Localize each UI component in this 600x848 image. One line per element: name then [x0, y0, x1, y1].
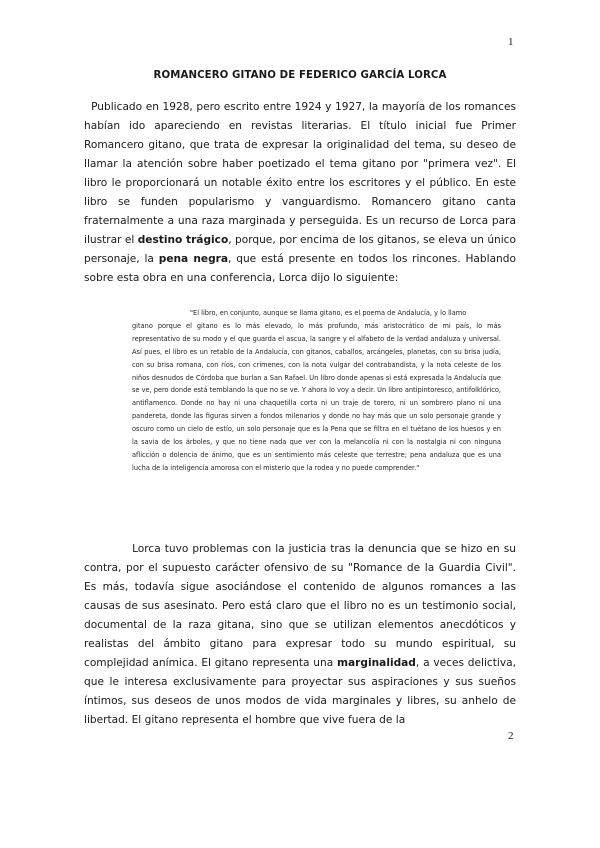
quote-first-line: "El libro, en conjunto, aunque se llama gitano, es el poema de Andalucía, y lo llamo	[190, 309, 467, 317]
bold-marginalidad: marginalidad	[337, 657, 416, 669]
document-title: ROMANCERO GITANO DE FEDERICO GARCÍA LORCA	[153, 70, 447, 81]
paragraph-1-text-2: , porque, por encima de los gitanos, se eleva un único personaje, la	[84, 234, 516, 265]
bold-destino-tragico: destino trágico	[137, 234, 229, 246]
quote-body: gitano porque el gitano es lo más elevado, lo más profundo, más aristocrático de mi país, lo más representativo de su modo y el que guarda el ascua, la sangre y el alfabeto de la verdad andaluza y universal. Así pues, el libro es un retablo de la Andalucía, con gitanos, caballos, arcángeles, planetas, con su brisa judía, con su brisa romana, con ríos, con crímenes, con la nota vulgar del contrabandista, y la nota celeste de los niños desnudos de Córdoba que burlan a San Rafael. Un libro donde apenas si está expresada la Andalucía que se ve, pero donde está temblando la que no se ve. Y ahora lo voy a decir. Un libro antipintoresco, antifolklórico, antiflamenco. Donde no hay ni una chaquetilla corta ni un traje de torero, ni un sombrero plano ni una pandereta, donde las figuras sirven a fondos milenarios y donde no hay más que un solo personaje grande y oscuro como un cielo de estío, un solo personaje que es la Pena que se filtra en el tuétano de los huesos y en la savia de los árboles, y que no tiene nada que ver con la melancolía ni con la nostalgia ni con ninguna aflicción o dolencia de ánimo, que es un sentimiento más celeste que terrestre; pena andaluza que es una lucha de la inteligencia amorosa con el misterio que la rodea y no puede comprender."	[132, 321, 501, 472]
page-number-top: 1	[508, 36, 514, 48]
lorca-quote	[132, 307, 501, 475]
paragraph-2-text-1: Lorca tuvo problemas con la justicia tras la denuncia que se hizo en su contra, por el supuesto carácter ofensivo de su "Romance de la Guardia Civil". Es más, todavía sigue asociándose el contenido de algunos romances a las causas de sus asesinato. Pero está claro que el libro no es un testimonio social, documental de la raza gitana, sino que se utilizan elementos anecdóticos y realistas del ámbito gitano para expresar todo su mundo espiritual, su complejidad anímica. El gitano representa una	[84, 543, 516, 669]
paragraph-1-text-3: , que está presente en todos los rincones. Hablando sobre esta obra en una conferencia, Lorca dijo lo siguiente:	[84, 253, 516, 284]
paragraph-2-text-2: , a veces delictiva, que le interesa exclusivamente para proyectar sus aspiraciones y sus sueños íntimos, sus deseos de unos modos de vida marginales y libres, su anhelo de libertad. El gitano representa el hombre que vive fuera de la	[84, 657, 516, 726]
page-number-bottom: 2	[508, 730, 514, 742]
paragraph-1-text-1: Publicado en 1928, pero escrito entre 1924 y 1927, la mayoría de los romances habían ido apareciendo en revistas literarias. El título inicial fue Primer Romancero gitano, que trata de expresar la originalidad del tema, su deseo de llamar la atención sobre haber poetizado el tema gitano por "primera vez". El libro le proporcionará un notable éxito entre los escritores y el público. En este libro se funden popularismo y vanguardismo. Romancero gitano canta fraternalmente a una raza marginada y perseguida. Es un recurso de Lorca para ilustrar el	[84, 101, 516, 246]
paragraph-2	[84, 540, 516, 730]
paragraph-1	[84, 98, 516, 288]
bold-pena-negra: pena negra	[158, 253, 229, 265]
